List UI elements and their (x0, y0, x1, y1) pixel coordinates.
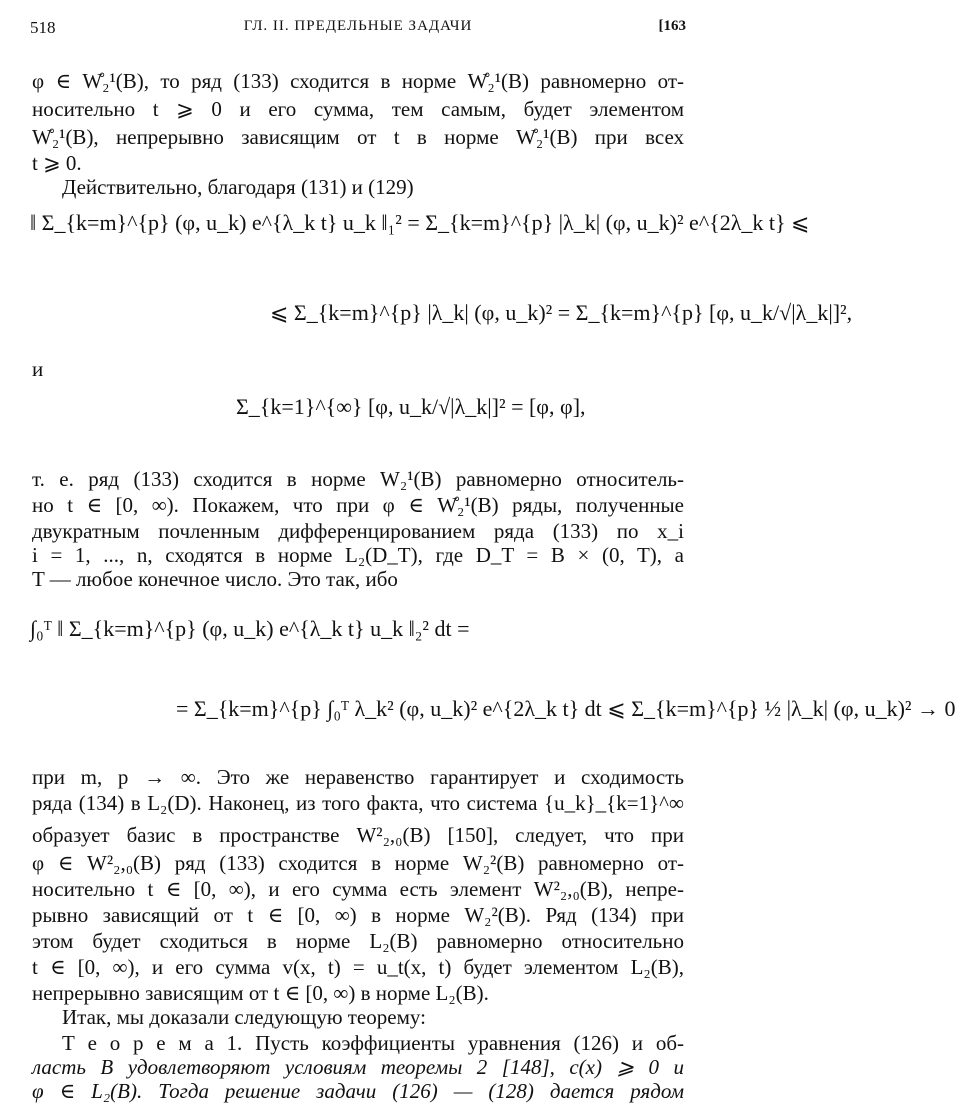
formula-text: = Σ_{k=m}^{p} ∫₀ᵀ λ_k² (φ, u_k)² e^{2λ_k t} dt ⩽ Σ_{k=m}^{p} ½ |λ_k| (φ, u_k)² → 0 (176, 696, 956, 721)
text-line: рывно зависящий от t ∈ [0, ∞) в норме W₂²(B). Ряд (134) при (32, 903, 684, 927)
text-line: т. е. ряд (133) сходится в норме W₂¹(B) равномерно относитель- (32, 467, 684, 491)
text-line: непрерывно зависящим от t ∈ [0, ∞) в норме L₂(B). (32, 981, 489, 1005)
text-line: и (32, 357, 44, 381)
formula-text: Σ_{k=1}^{∞} [φ, u_k/√|λ_k|]² = [φ, φ], (236, 394, 586, 419)
formula-parseval (236, 394, 586, 420)
formula-integral-lhs (30, 616, 470, 642)
text-line: Действительно, благодаря (131) и (129) (62, 175, 414, 199)
formula-integral-rhs (176, 696, 956, 722)
chapter-title: ГЛ. II. ПРЕДЕЛЬНЫЕ ЗАДАЧИ (243, 18, 473, 34)
text-line: φ ∈ W̊₂¹(B), то ряд (133) сходится в норме W̊₂¹(B) равномерно от- (32, 69, 684, 93)
text-line: φ ∈ W²₂,₀(B) ряд (133) сходится в норме W₂²(B) равномерно от- (32, 851, 684, 875)
text-line: t ∈ [0, ∞), и его сумма v(x, t) = u_t(x, t) будет элементом L₂(B), (32, 955, 684, 979)
text-line: двукратным почленным дифференцированием ряда (133) по x_i (32, 519, 684, 543)
text-line: образует базис в пространстве W²₂,₀(B) [150], следует, что при (32, 823, 684, 847)
formula-norm-estimate-rhs (270, 300, 852, 326)
text-line: i = 1, ..., n, сходятся в норме L₂(D_T), где D_T = B × (0, T), а (32, 543, 684, 567)
text-line: Итак, мы доказали следующую теорему: (62, 1005, 426, 1029)
text-line: t ⩾ 0. (32, 151, 82, 175)
formula-text: ∫₀ᵀ ‖ Σ_{k=m}^{p} (φ, u_k) e^{λ_k t} u_k ‖₂² dt = (30, 616, 470, 641)
theorem-line: φ ∈ L₂(B). Тогда решение задачи (126) — (128) дается рядом (32, 1079, 684, 1103)
theorem-line: ласть B удовлетворяют условиям теоремы 2 [148], c(x) ⩾ 0 и (32, 1055, 684, 1079)
theorem-line: Т е о р е м а 1. Пусть коэффициенты уравнения (126) и об- (62, 1031, 684, 1055)
page-number: 518 (30, 18, 56, 37)
text-line: этом будет сходиться в норме L₂(B) равномерно относительно (32, 929, 684, 953)
text-line: W̊₂¹(B), непрерывно зависящим от t в норме W̊₂¹(B) при всех (32, 125, 684, 149)
text-line: но t ∈ [0, ∞). Покажем, что при φ ∈ W̊₂¹(B) ряды, полученные (32, 493, 684, 517)
section-ref: [163 (658, 18, 686, 34)
text-line: носительно t ∈ [0, ∞), и его сумма есть элемент W²₂,₀(B), непре- (32, 877, 684, 901)
text-line: ряда (134) в L₂(D). Наконец, из того факта, что система {u_k}_{k=1}^∞ (32, 791, 684, 815)
formula-norm-estimate-lhs (30, 210, 809, 236)
text-line: носительно t ⩾ 0 и его сумма, тем самым, будет элементом (32, 97, 684, 121)
running-header (30, 18, 686, 44)
text-line: при m, p → ∞. Это же неравенство гарантирует и сходимость (32, 765, 684, 789)
formula-text: ‖ Σ_{k=m}^{p} (φ, u_k) e^{λ_k t} u_k ‖₁² = Σ_{k=m}^{p} |λ_k| (φ, u_k)² e^{2λ_k t} ⩽ (30, 210, 810, 235)
formula-text: ⩽ Σ_{k=m}^{p} |λ_k| (φ, u_k)² = Σ_{k=m}^{p} [φ, u_k/√|λ_k|]², (270, 300, 853, 325)
text-line: T — любое конечное число. Это так, ибо (32, 567, 398, 591)
